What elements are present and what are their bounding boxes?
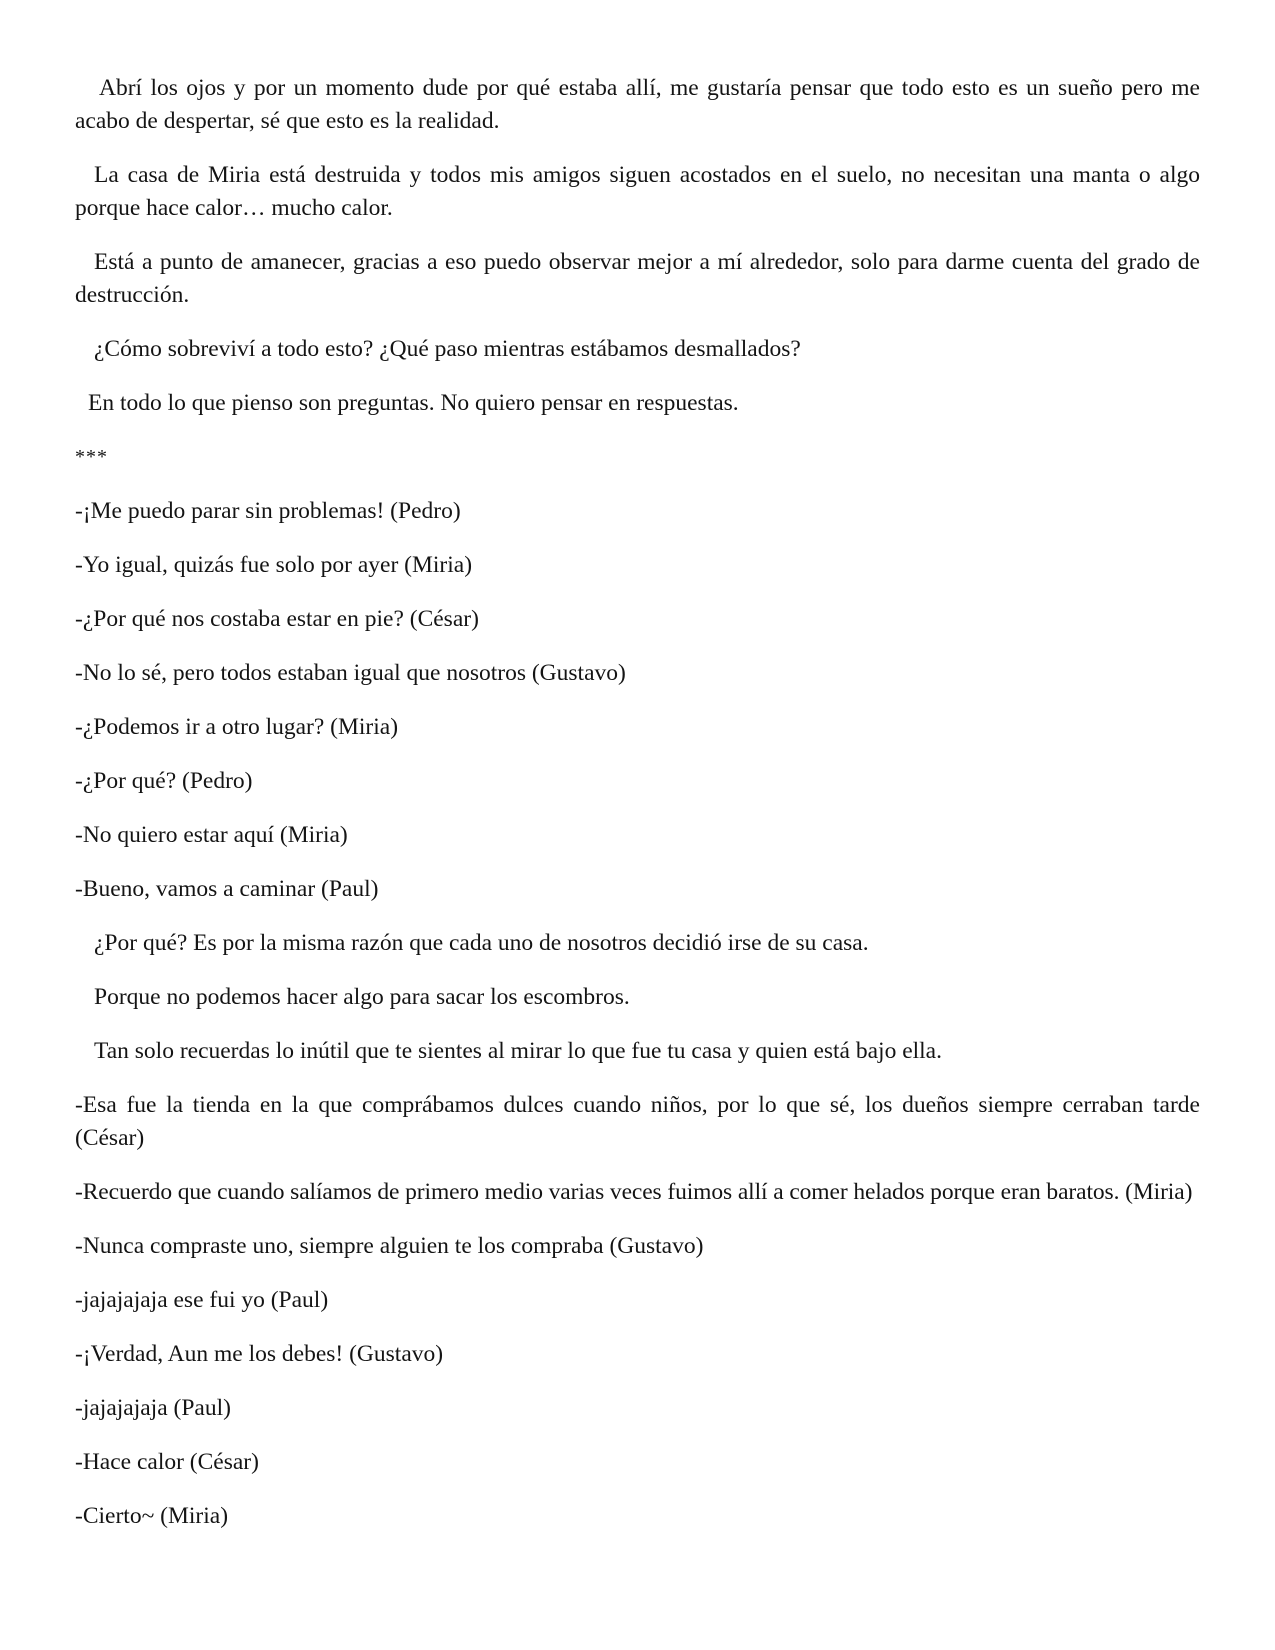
- paragraph: La casa de Miria está destruida y todos mis amigos siguen acostados en el suelo, no necesitan una manta o algo porque hace calor… mucho calor.: [75, 162, 1200, 221]
- paragraph: Porque no podemos hacer algo para sacar los escombros.: [94, 984, 630, 1010]
- paragraph: ¿Por qué? Es por la misma razón que cada uno de nosotros decidió irse de su casa.: [94, 930, 869, 956]
- paragraph: ¿Cómo sobreviví a todo esto? ¿Qué paso mientras estábamos desmallados?: [94, 336, 801, 362]
- dialogue-line: -No quiero estar aquí (Miria): [75, 822, 348, 848]
- dialogue-line: -Nunca compraste uno, siempre alguien te los compraba (Gustavo): [75, 1233, 704, 1259]
- dialogue-line: -Yo igual, quizás fue solo por ayer (Miria): [75, 552, 473, 578]
- dialogue-line: -Cierto~ (Miria): [75, 1503, 229, 1529]
- paragraph: Abrí los ojos y por un momento dude por qué estaba allí, me gustaría pensar que todo esto es un sueño pero me acabo de despertar, sé que esto es la realidad.: [75, 75, 1200, 134]
- dialogue-line: -No lo sé, pero todos estaban igual que nosotros (Gustavo): [75, 660, 626, 686]
- dialogue-line: -Hace calor (César): [75, 1449, 259, 1475]
- paragraph: Está a punto de amanecer, gracias a eso puedo observar mejor a mí alrededor, solo para darme cuenta del grado de destrucción.: [75, 249, 1200, 308]
- document-page: [75, 72, 1200, 1554]
- dialogue-line: -Recuerdo que cuando salíamos de primero medio varias veces fuimos allí a comer helados porque eran baratos. (Miria): [75, 1179, 1193, 1205]
- dialogue-line: -¿Por qué? (Pedro): [75, 768, 253, 794]
- dialogue-line: -¿Por qué nos costaba estar en pie? (César): [75, 606, 479, 632]
- dialogue-line: -jajajajaja ese fui yo (Paul): [75, 1287, 329, 1313]
- dialogue-line: -¿Podemos ir a otro lugar? (Miria): [75, 714, 399, 740]
- paragraph: Tan solo recuerdas lo inútil que te sientes al mirar lo que fue tu casa y quien está bajo ella.: [94, 1038, 942, 1064]
- scene-separator: ***: [75, 446, 108, 468]
- dialogue-line: -Esa fue la tienda en la que comprábamos dulces cuando niños, por lo que sé, los dueños siempre cerraban tarde (César): [75, 1092, 1200, 1151]
- dialogue-line: -Bueno, vamos a caminar (Paul): [75, 876, 379, 902]
- dialogue-line: -¡Me puedo parar sin problemas! (Pedro): [75, 498, 461, 524]
- dialogue-line: -¡Verdad, Aun me los debes! (Gustavo): [75, 1341, 444, 1367]
- paragraph: En todo lo que pienso son preguntas. No quiero pensar en respuestas.: [88, 390, 739, 416]
- dialogue-line: -jajajajaja (Paul): [75, 1395, 231, 1421]
